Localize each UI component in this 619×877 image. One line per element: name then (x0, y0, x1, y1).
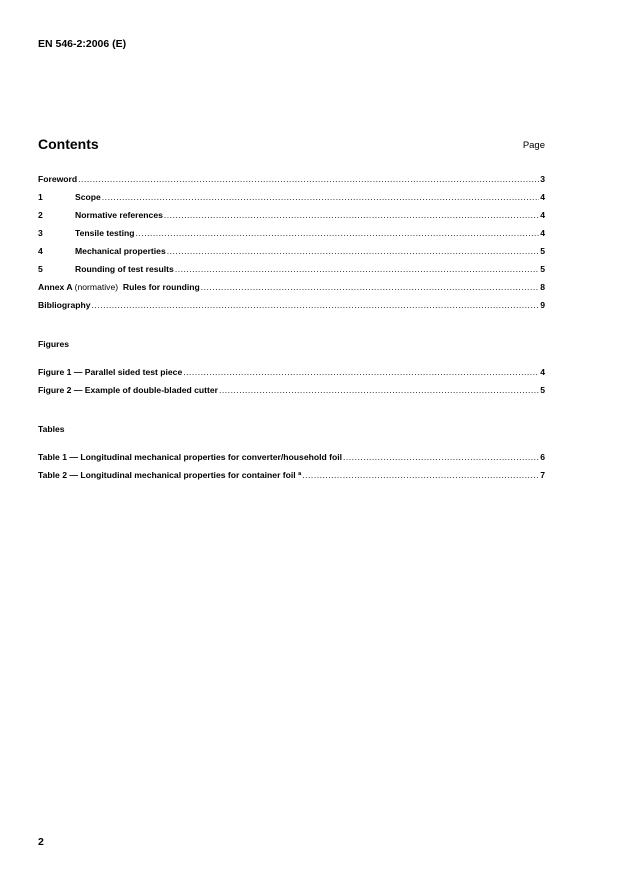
toc-entry-page: 9 (540, 300, 545, 310)
leader-dots (183, 367, 539, 377)
leader-dots (175, 264, 539, 274)
toc-entry-figure-1[interactable] (38, 367, 545, 385)
toc-entry-number: 4 (38, 246, 43, 256)
toc-entry-table-2[interactable] (38, 470, 545, 488)
figures-heading: Figures (38, 339, 70, 349)
toc-entry-page: 5 (540, 246, 545, 256)
toc-entry-title: Mechanical properties (75, 246, 166, 256)
toc-entry-scope[interactable] (38, 192, 545, 210)
contents-title: Contents (38, 136, 99, 152)
leader-dots (343, 452, 539, 462)
toc-entry-normative-references[interactable] (38, 210, 545, 228)
toc-entry-foreword[interactable] (38, 174, 545, 192)
leader-dots (164, 210, 539, 220)
toc-tables-list (38, 452, 545, 488)
toc-entry-title: Tensile testing (75, 228, 135, 238)
leader-dots (102, 192, 539, 202)
toc-entry-page: 4 (540, 367, 545, 377)
toc-entry-mechanical-properties[interactable] (38, 246, 545, 264)
toc-entry-title: Figure 1 — Parallel sided test piece (38, 367, 183, 377)
toc-entry-page: 5 (540, 264, 545, 274)
toc-entry-table-1[interactable] (38, 452, 545, 470)
toc-entry-number: 3 (38, 228, 43, 238)
annex-prefix: Annex A (38, 282, 73, 292)
toc-entry-title: Rounding of test results (75, 264, 174, 274)
toc-entry-title: Scope (75, 192, 101, 202)
toc-entry-rounding-of-test-results[interactable] (38, 264, 545, 282)
toc-entry-page: 8 (540, 282, 545, 292)
page-column-label: Page (522, 140, 545, 151)
toc-entry-bibliography[interactable] (38, 300, 545, 318)
toc-entry-page: 7 (540, 470, 545, 480)
toc-entry-page: 6 (540, 452, 545, 462)
leader-dots (136, 228, 540, 238)
leader-dots (78, 174, 539, 184)
leader-dots (92, 300, 540, 310)
toc-entry-title: Normative references (75, 210, 163, 220)
toc-entry-page: 4 (540, 192, 545, 202)
toc-entry-page: 4 (540, 210, 545, 220)
page-number: 2 (38, 836, 44, 848)
annex-qualifier: (normative) (74, 282, 119, 292)
toc-entry-title (38, 282, 200, 292)
toc-entry-page: 4 (540, 228, 545, 238)
document-id: EN 546-2:2006 (E) (38, 38, 127, 50)
toc-entry-figure-2[interactable] (38, 385, 545, 403)
leader-dots (302, 470, 539, 480)
toc-entry-number: 1 (38, 192, 43, 202)
toc-entry-number: 5 (38, 264, 43, 274)
annex-title: Rules for rounding (122, 282, 200, 292)
leader-dots (167, 246, 539, 256)
toc-entry-title: Bibliography (38, 300, 91, 310)
toc-entry-title: Figure 2 — Example of double-bladed cutter (38, 385, 219, 395)
toc-entry-title: Table 2 — Longitudinal mechanical properties for container foil ª (38, 470, 302, 480)
toc-entry-page: 3 (540, 174, 545, 184)
tables-heading: Tables (38, 424, 65, 434)
toc-entry-title: Table 1 — Longitudinal mechanical properties for converter/household foil (38, 452, 343, 462)
toc-entry-tensile-testing[interactable] (38, 228, 545, 246)
toc-entry-annex-a[interactable] (38, 282, 545, 300)
leader-dots (219, 385, 539, 395)
toc-figures-list (38, 367, 545, 403)
toc-main-list (38, 174, 545, 318)
toc-entry-number: 2 (38, 210, 43, 220)
toc-entry-title: Foreword (38, 174, 78, 184)
toc-entry-page: 5 (540, 385, 545, 395)
leader-dots (201, 282, 539, 292)
